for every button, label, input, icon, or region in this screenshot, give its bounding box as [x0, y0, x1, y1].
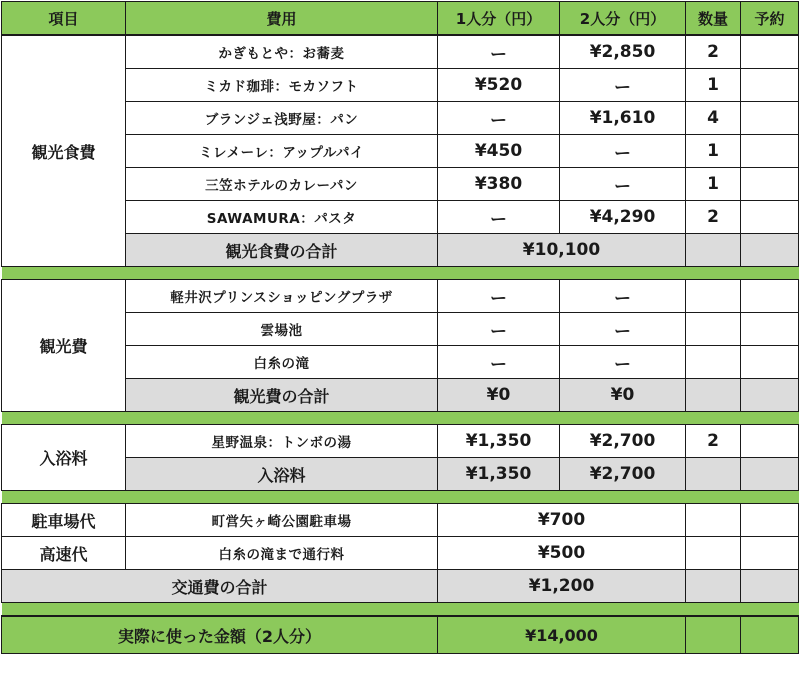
cost-value: ¥500: [438, 537, 686, 570]
one-person-cost: ー: [438, 280, 560, 313]
table-row: [2, 504, 799, 537]
subtotal-one-person: ¥1,350: [438, 458, 560, 491]
cost-value: ¥700: [438, 504, 686, 537]
two-people-cost: ¥2,850: [560, 35, 686, 69]
subtotal-label: 観光費の合計: [126, 379, 438, 412]
item-name: 軽井沢プリンスショッピングプラザ: [126, 280, 438, 313]
subtotal-label: 観光食費の合計: [126, 234, 438, 267]
section-separator: [2, 267, 799, 280]
reservation-cell: [741, 537, 799, 570]
quantity-cell: [686, 537, 741, 570]
subtotal-label: 入浴料: [126, 458, 438, 491]
quantity: 1: [686, 168, 741, 201]
section-separator: [2, 412, 799, 425]
two-people-cost: ー: [560, 313, 686, 346]
one-person-cost: ¥520: [438, 69, 560, 102]
header-quantity: 数量: [686, 2, 741, 36]
header-two-people: 2人分（円）: [560, 2, 686, 36]
quantity-cell: [686, 280, 741, 313]
subtotal-label: 交通費の合計: [2, 570, 438, 603]
reservation-cell: [741, 425, 799, 458]
header-one-person: 1人分（円）: [438, 2, 560, 36]
one-person-cost: ¥380: [438, 168, 560, 201]
category-sightseeing: 観光費: [2, 280, 126, 412]
subtotal-two-people: ¥0: [560, 379, 686, 412]
item-name: ミカド珈琲：モカソフト: [126, 69, 438, 102]
reservation-cell: [741, 135, 799, 168]
quantity-cell: [686, 379, 741, 412]
reservation-cell: [741, 234, 799, 267]
quantity: 2: [686, 425, 741, 458]
grand-total-value: ¥14,000: [438, 616, 686, 654]
item-name: SAWAMURA：パスタ: [126, 201, 438, 234]
category-food: 観光食費: [2, 35, 126, 267]
two-people-cost: ¥2,700: [560, 425, 686, 458]
one-person-cost: ¥450: [438, 135, 560, 168]
table-row: [2, 537, 799, 570]
two-people-cost: ー: [560, 135, 686, 168]
quantity: 2: [686, 201, 741, 234]
one-person-cost: ー: [438, 102, 560, 135]
grand-total-row: [2, 616, 799, 654]
header-row: [2, 2, 799, 36]
one-person-cost: ー: [438, 313, 560, 346]
subtotal-value: ¥10,100: [438, 234, 686, 267]
reservation-cell: [741, 168, 799, 201]
item-name: 三笠ホテルのカレーパン: [126, 168, 438, 201]
two-people-cost: ー: [560, 346, 686, 379]
section-separator: [2, 603, 799, 617]
reservation-cell: [741, 280, 799, 313]
reservation-cell: [741, 570, 799, 603]
header-item: 項目: [2, 2, 126, 36]
reservation-cell: [741, 201, 799, 234]
category-parking: 駐車場代: [2, 504, 126, 537]
reservation-cell: [741, 379, 799, 412]
reservation-cell: [741, 35, 799, 69]
subtotal-one-person: ¥0: [438, 379, 560, 412]
category-bath: 入浴料: [2, 425, 126, 491]
reservation-cell: [741, 102, 799, 135]
item-name: かぎもとや：お蕎麦: [126, 35, 438, 69]
quantity: 4: [686, 102, 741, 135]
grand-total-label: 実際に使った金額（2人分）: [2, 616, 438, 654]
item-name: 白糸の滝まで通行料: [126, 537, 438, 570]
table-row: [2, 425, 799, 458]
reservation-cell: [741, 346, 799, 379]
one-person-cost: ー: [438, 346, 560, 379]
quantity-cell: [686, 234, 741, 267]
reservation-cell: [741, 69, 799, 102]
two-people-cost: ー: [560, 168, 686, 201]
section-separator: [2, 491, 799, 504]
one-person-cost: ー: [438, 201, 560, 234]
quantity: 1: [686, 69, 741, 102]
quantity-cell: [686, 504, 741, 537]
two-people-cost: ¥1,610: [560, 102, 686, 135]
item-name: 白糸の滝: [126, 346, 438, 379]
quantity: 1: [686, 135, 741, 168]
item-name: 町営矢ヶ崎公園駐車場: [126, 504, 438, 537]
subtotal-two-people: ¥2,700: [560, 458, 686, 491]
reservation-cell: [741, 504, 799, 537]
two-people-cost: ¥4,290: [560, 201, 686, 234]
two-people-cost: ー: [560, 280, 686, 313]
reservation-cell: [741, 616, 799, 654]
reservation-cell: [741, 313, 799, 346]
item-name: 星野温泉：トンボの湯: [126, 425, 438, 458]
item-name: 雲場池: [126, 313, 438, 346]
header-reservation: 予約: [741, 2, 799, 36]
table-row: [2, 280, 799, 313]
quantity: 2: [686, 35, 741, 69]
quantity-cell: [686, 346, 741, 379]
subtotal-value: ¥1,200: [438, 570, 686, 603]
quantity-cell: [686, 313, 741, 346]
quantity-cell: [686, 570, 741, 603]
two-people-cost: ー: [560, 69, 686, 102]
one-person-cost: ¥1,350: [438, 425, 560, 458]
category-highway: 高速代: [2, 537, 126, 570]
one-person-cost: ー: [438, 35, 560, 69]
quantity-cell: [686, 458, 741, 491]
expense-table: [1, 1, 799, 654]
table-row: [2, 35, 799, 69]
header-cost: 費用: [126, 2, 438, 36]
subtotal-row-transport: [2, 570, 799, 603]
item-name: ブランジェ浅野屋：パン: [126, 102, 438, 135]
quantity-cell: [686, 616, 741, 654]
item-name: ミレメーレ：アップルパイ: [126, 135, 438, 168]
reservation-cell: [741, 458, 799, 491]
